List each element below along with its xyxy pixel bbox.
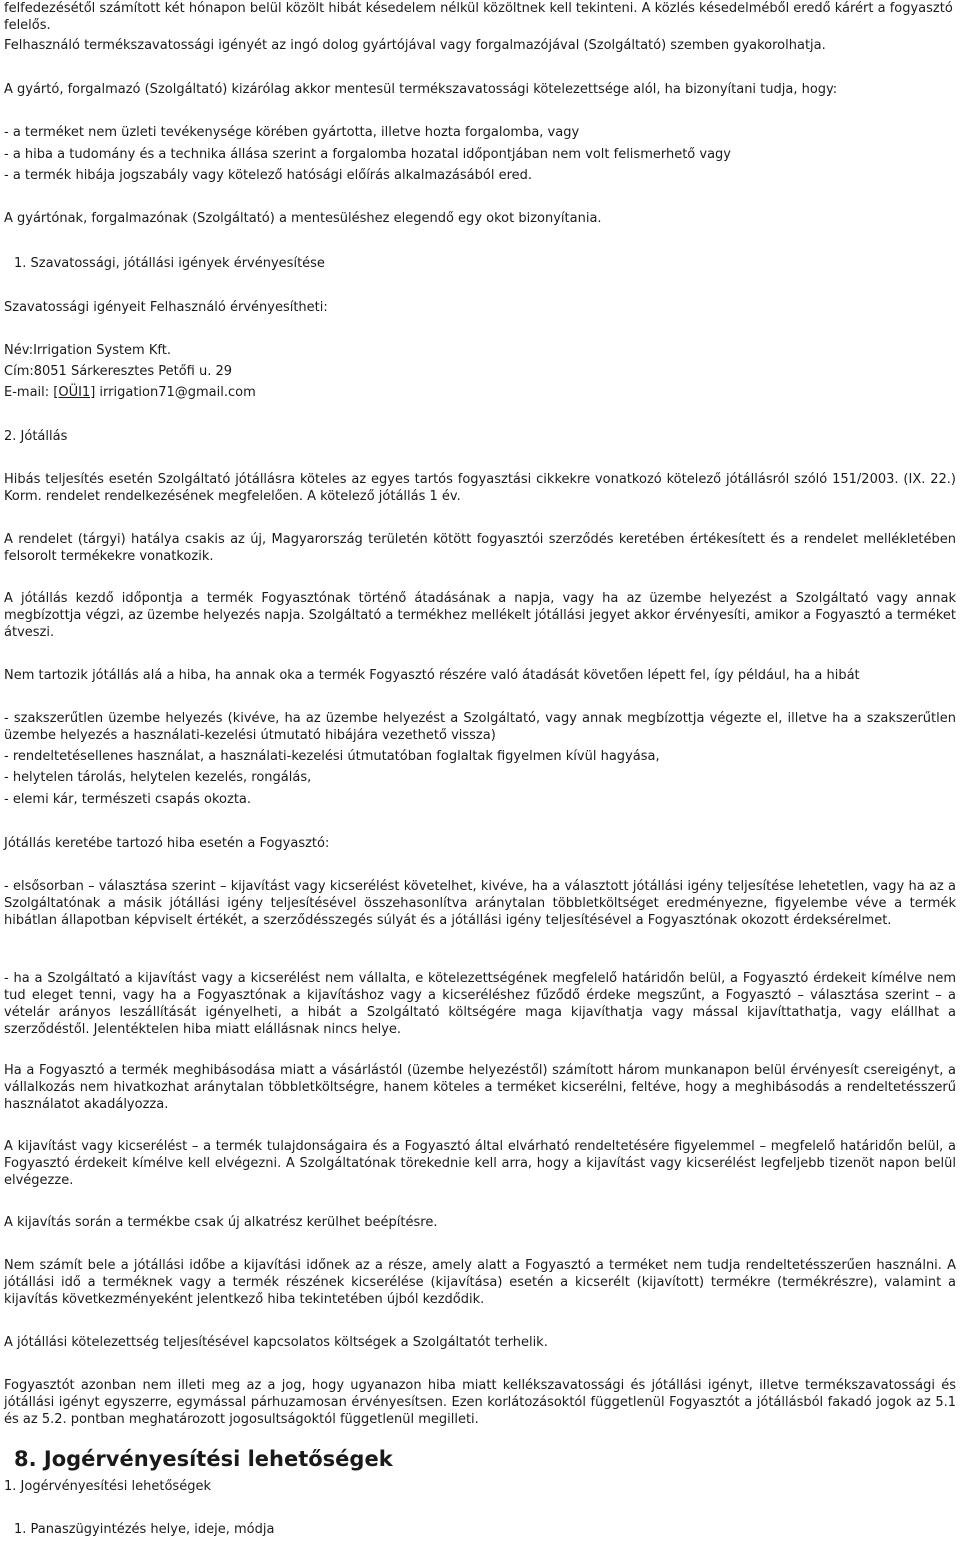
paragraph-parallel-claims: Fogyasztót azonban nem illeti meg az a jog, hogy ugyanazon hiba miatt kellékszavatossági és jótállási igényt, illetve termékszavatossági és jótállási igényt egyszerre, egymással párhuzamosan érvényesítsen. Ezen korlátozásoktól függetlenül Fogyasztót a jótállásból fakadó jogok az 5.1 és az 5.2. pontban meghatározott jogosultságoktól függetlenül megilleti. xyxy=(4,1378,956,1427)
paragraph-secondary-remedy: - ha a Szolgáltató a kijavítást vagy a kicserélést nem vállalta, e kötelezettségének megfelelő határidőn belül, a Fogyasztó érdekeit kímélve nem tud eleget tenni, vagy ha a Fogyasztónak a kijavításhoz vagy a kicseréléshez fűződő érdeke megszűnt, a Fogyasztó – választása szerint – a vételár arányos leszállítását igényelheti, a hibát a Szolgáltató költségére maga kijavíthatja vagy mással kijavíttathatja, vagy elállhat a szerződéstől. Jelentéktelen hiba miatt elállásnak nincs helye. xyxy=(4,971,956,1037)
paragraph-not-covered: Nem tartozik jótállás alá a hiba, ha annak oka a termék Fogyasztó részére való átadását követően lépett fel, így például, ha a hibát xyxy=(4,668,860,683)
paragraph-guarantee-scope: Jótállás keretébe tartozó hiba esetén a Fogyasztó: xyxy=(4,836,330,851)
paragraph-primary-remedy: - elsősorban – választása szerint – kijavítást vagy kicserélést követelhet, kivéve, ha a választott jótállási igény teljesítése lehetetlen, vagy ha az a Szolgáltatónak a másik jótállási igény teljesítésével összehasonlítva aránytalan többletköltséget eredményezne, figyelembe véve a termék hibátlan állapotban képviselt értékét, a szerződésszegés súlyát és a jótállási igény teljesítésével a Fogyasztónak okozott érdeksérelmet. xyxy=(4,879,956,928)
section-title-warranty-claims: 1. Szavatossági, jótállási igények érvényesítése xyxy=(14,256,325,271)
paragraph-one-reason: A gyártónak, forgalmazónak (Szolgáltató) a mentesüléshez elegendő egy okot bizonyítania. xyxy=(4,211,602,226)
paragraph-notice-deadline: felfedezésétől számított két hónapon belül közölt hibát késedelem nélkül közöltnek kell tekinteni. A közlés késedelméből eredő kárért a fogyasztó felelős. xyxy=(4,1,953,33)
contact-name: Név:Irrigation System Kft. xyxy=(4,343,171,358)
paragraph-costs: A jótállási kötelezettség teljesítésével kapcsolatos költségek a Szolgáltatót terhelik. xyxy=(4,1335,548,1350)
contact-address: Cím:8051 Sárkeresztes Petőfi u. 29 xyxy=(4,364,233,379)
subheading-legal-remedies: 1. Jogérvényesítési lehetőségek xyxy=(4,1479,211,1494)
list-item-exclusion-1: - szakszerűtlen üzembe helyezés (kivéve, ha az üzembe helyezést a Szolgáltató, vagy annak megbízottja végezte el, illetve ha a szakszerűtlen üzembe helyezés a használati-kezelési útmutató hibájára vezethető vissza) xyxy=(4,711,956,743)
list-item-exclusion-3: - helytelen tárolás, helytelen kezelés, rongálás, xyxy=(4,770,312,785)
paragraph-decree-scope: A rendelet (tárgyi) hatálya csakis az új, Magyarország területén kötött fogyasztói szerződés keretében értékesített és a rendelet mellékletében felsorolt termékekre vonatkozik. xyxy=(4,532,956,564)
paragraph-guarantee-start: A jótállás kezdő időpontja a termék Fogyasztónak történő átadásának a napja, vagy ha az üzembe helyezést a Szolgáltató vagy annak megbízottja végzi, az üzembe helyezés napja. Szolgáltató a termékhez mellékelt jótállási jegyet akkor érvényesíti, amikor a Fogyasztó a terméket átveszi. xyxy=(4,591,956,640)
list-item-exemption-2: - a hiba a tudomány és a technika állása szerint a forgalomba hozatal időpontjában nem volt felismerhető vagy xyxy=(4,147,731,162)
section-title-guarantee: 2. Jótállás xyxy=(4,429,68,444)
paragraph-three-day-replacement: Ha a Fogyasztó a termék meghibásodása miatt a vásárlástól (üzembe helyezéstől) számított három munkanapon belül érvényesít csereigényt, a vállalkozás nem hivatkozhat aránytalan többletköltségre, hanem köteles a terméket kicserélni, feltéve, hogy a meghibásodás a rendeltetésszerű használatot akadályozza. xyxy=(4,1063,956,1112)
paragraph-claims-enforce: Szavatossági igényeit Felhasználó érvényesítheti: xyxy=(4,300,328,315)
contact-email-value: irrigation71@gmail.com xyxy=(95,385,256,400)
contact-email-label: E-mail: xyxy=(4,385,54,400)
list-item-exemption-1: - a terméket nem üzleti tevékenysége körében gyártotta, illetve hozta forgalomba, vagy xyxy=(4,125,580,140)
subheading-complaint-handling: 1. Panaszügyintézés helye, ideje, módja xyxy=(14,1522,275,1537)
paragraph-new-parts: A kijavítás során a termékbe csak új alkatrész kerülhet beépítésre. xyxy=(4,1215,438,1230)
paragraph-manufacturer-exemption: A gyártó, forgalmazó (Szolgáltató) kizárólag akkor mentesül termékszavatossági kötelezettsége alól, ha bizonyítani tudja, hogy: xyxy=(4,82,838,97)
list-item-exclusion-2: - rendeltetésellenes használat, a használati-kezelési útmutatóban foglaltak figyelmen kívül hagyása, xyxy=(4,749,660,764)
paragraph-repair-deadline: A kijavítást vagy kicserélést – a termék tulajdonságaira és a Fogyasztó által elvárható rendeltetésére figyelemmel – megfelelő határidőn belül, a Fogyasztó érdekeit kímélve kell elvégezni. A Szolgáltatónak törekednie kell arra, hogy a kijavítást vagy kicserélést legfeljebb tizenöt napon belül elvégezze. xyxy=(4,1139,956,1188)
list-item-exclusion-4: - elemi kár, természeti csapás okozta. xyxy=(4,792,252,807)
contact-email xyxy=(4,384,956,401)
paragraph-guarantee-decree: Hibás teljesítés esetén Szolgáltató jótállásra köteles az egyes tartós fogyasztási cikkekre vonatkozó kötelező jótállásról szóló 151/2003. (IX. 22.) Korm. rendelet rendelkezésének megfelelően. A kötelező jótállás 1 év. xyxy=(4,472,956,504)
paragraph-repair-time: Nem számít bele a jótállási időbe a kijavítási időnek az a része, amely alatt a Fogyasztó a terméket nem tudja rendeltetésszerűen használni. A jótállási idő a terméknek vagy a termék részének kicserélése (kijavítása) esetén a kicserélt (kijavított) termékre (termékrészre), valamint a kijavítás következményeként jelentkező hiba tekintetében újból kezdődik. xyxy=(4,1258,956,1307)
comment-reference-link[interactable]: [OÜI1] xyxy=(53,385,96,400)
list-item-exemption-3: - a termék hibája jogszabály vagy kötelező hatósági előírás alkalmazásából ered. xyxy=(4,168,533,183)
paragraph-product-liability-claim: Felhasználó termékszavatossági igényét az ingó dolog gyártójával vagy forgalmazójával (Szolgáltató) szemben gyakorolhatja. xyxy=(4,38,826,53)
heading-legal-remedies: 8. Jogérvényesítési lehetőségek xyxy=(14,1447,393,1471)
